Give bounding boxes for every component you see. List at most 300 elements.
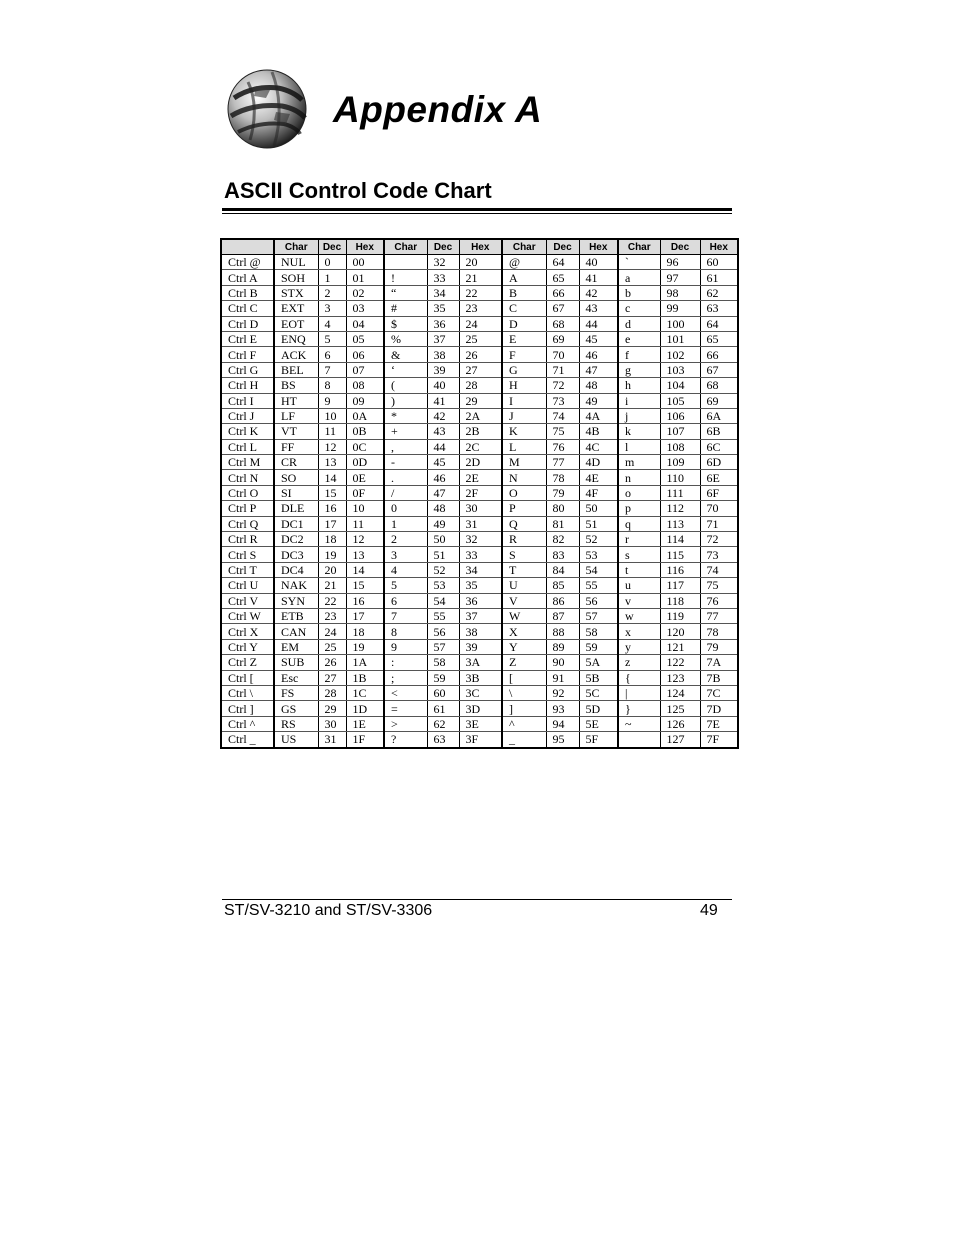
table-cell: ; [384, 670, 427, 685]
table-cell: 59 [579, 639, 618, 654]
table-cell: o [618, 485, 660, 500]
table-cell: v [618, 593, 660, 608]
table-cell: 00 [346, 255, 384, 270]
table-cell: 5A [579, 655, 618, 670]
table-cell: 5C [579, 685, 618, 700]
table-cell: 11 [346, 516, 384, 531]
table-cell: 72 [546, 378, 579, 393]
table-cell: : [384, 655, 427, 670]
table-cell: 7D [700, 701, 738, 716]
column-header [221, 239, 274, 255]
table-cell: Ctrl L [221, 439, 274, 454]
table-cell: Ctrl H [221, 378, 274, 393]
table-cell: 39 [427, 362, 459, 377]
table-cell: SO [274, 470, 318, 485]
table-row [221, 285, 738, 300]
table-cell: 82 [546, 532, 579, 547]
table-cell: 27 [459, 362, 502, 377]
table-cell: 83 [546, 547, 579, 562]
table-cell: NAK [274, 578, 318, 593]
table-cell: 29 [459, 393, 502, 408]
table-cell: 53 [579, 547, 618, 562]
table-cell: 88 [546, 624, 579, 639]
column-header: Char [384, 239, 427, 255]
table-cell: 60 [427, 685, 459, 700]
table-cell: 21 [318, 578, 346, 593]
table-cell: 15 [318, 485, 346, 500]
table-cell: ] [502, 701, 546, 716]
table-cell: 56 [427, 624, 459, 639]
table-cell: 06 [346, 347, 384, 362]
table-cell: 49 [579, 393, 618, 408]
table-cell: 14 [346, 562, 384, 577]
table-cell: 31 [459, 516, 502, 531]
table-cell: 75 [700, 578, 738, 593]
table-cell: SOH [274, 270, 318, 285]
table-cell: 58 [579, 624, 618, 639]
table-cell: Q [502, 516, 546, 531]
table-cell: Y [502, 639, 546, 654]
table-cell [618, 732, 660, 748]
table-cell: BS [274, 378, 318, 393]
table-cell: c [618, 301, 660, 316]
table-cell: 97 [660, 270, 700, 285]
table-cell: r [618, 532, 660, 547]
table-cell: 78 [546, 470, 579, 485]
table-cell: ? [384, 732, 427, 748]
table-cell: A [502, 270, 546, 285]
footer-divider [222, 899, 732, 900]
table-cell: 7 [384, 608, 427, 623]
table-cell: $ [384, 316, 427, 331]
table-cell: 13 [346, 547, 384, 562]
table-cell: 6E [700, 470, 738, 485]
table-cell: ENQ [274, 331, 318, 346]
table-cell: RS [274, 716, 318, 731]
table-row [221, 685, 738, 700]
table-cell: 4A [579, 408, 618, 423]
table-row [221, 547, 738, 562]
table-cell: 27 [318, 670, 346, 685]
table-cell: 19 [318, 547, 346, 562]
table-cell: 84 [546, 562, 579, 577]
table-cell: 23 [459, 301, 502, 316]
table-cell: Ctrl V [221, 593, 274, 608]
table-cell: 64 [700, 316, 738, 331]
table-cell: 3D [459, 701, 502, 716]
table-cell: 42 [579, 285, 618, 300]
table-cell: D [502, 316, 546, 331]
table-cell: 96 [660, 255, 700, 270]
table-cell: 62 [427, 716, 459, 731]
table-cell: 60 [700, 255, 738, 270]
table-cell: ^ [502, 716, 546, 731]
table-cell: 2 [384, 532, 427, 547]
table-cell: 4B [579, 424, 618, 439]
table-cell: 66 [546, 285, 579, 300]
table-cell: 74 [700, 562, 738, 577]
table-cell: V [502, 593, 546, 608]
table-cell: 10 [346, 501, 384, 516]
table-cell: 45 [427, 455, 459, 470]
table-cell: 19 [346, 639, 384, 654]
table-cell: 6B [700, 424, 738, 439]
table-cell: 105 [660, 393, 700, 408]
table-row [221, 255, 738, 270]
table-cell: ACK [274, 347, 318, 362]
table-cell: 3C [459, 685, 502, 700]
table-cell: Ctrl M [221, 455, 274, 470]
table-cell: l [618, 439, 660, 454]
globe-logo-icon [226, 68, 308, 150]
table-cell: 07 [346, 362, 384, 377]
table-cell: H [502, 378, 546, 393]
table-cell: C [502, 301, 546, 316]
table-cell: 71 [546, 362, 579, 377]
table-cell: Ctrl B [221, 285, 274, 300]
table-cell: # [384, 301, 427, 316]
table-cell: 7F [700, 732, 738, 748]
table-cell: 87 [546, 608, 579, 623]
table-cell: 20 [459, 255, 502, 270]
table-cell: SYN [274, 593, 318, 608]
table-cell: 117 [660, 578, 700, 593]
table-cell: Ctrl P [221, 501, 274, 516]
table-cell: [ [502, 670, 546, 685]
footer-model: ST/SV-3210 and ST/SV-3306 [224, 902, 433, 919]
table-row [221, 624, 738, 639]
table-cell: 74 [546, 408, 579, 423]
table-cell: 93 [546, 701, 579, 716]
table-cell: 2D [459, 455, 502, 470]
table-row [221, 516, 738, 531]
table-cell: 55 [427, 608, 459, 623]
table-cell: 6F [700, 485, 738, 500]
table-cell: 18 [346, 624, 384, 639]
table-cell: m [618, 455, 660, 470]
table-cell: 51 [579, 516, 618, 531]
page-number: 49 [700, 902, 718, 919]
table-cell: 33 [427, 270, 459, 285]
table-cell: ETB [274, 608, 318, 623]
table-cell: 35 [427, 301, 459, 316]
table-cell: 70 [700, 501, 738, 516]
table-cell: 1B [346, 670, 384, 685]
table-cell: I [502, 393, 546, 408]
table-cell: Ctrl K [221, 424, 274, 439]
table-cell: SUB [274, 655, 318, 670]
table-row [221, 701, 738, 716]
table-cell: 86 [546, 593, 579, 608]
table-cell: 6C [700, 439, 738, 454]
table-cell: FF [274, 439, 318, 454]
table-cell: 16 [346, 593, 384, 608]
table-cell: Ctrl ^ [221, 716, 274, 731]
table-cell: w [618, 608, 660, 623]
table-cell: 91 [546, 670, 579, 685]
table-cell: g [618, 362, 660, 377]
table-cell: a [618, 270, 660, 285]
table-cell: 65 [700, 331, 738, 346]
table-cell: 36 [459, 593, 502, 608]
table-cell: 1E [346, 716, 384, 731]
table-cell: Ctrl [ [221, 670, 274, 685]
table-cell: 10 [318, 408, 346, 423]
table-row [221, 532, 738, 547]
table-cell: & [384, 347, 427, 362]
table-cell: 7E [700, 716, 738, 731]
table-cell: 31 [318, 732, 346, 748]
table-cell: O [502, 485, 546, 500]
table-cell: NUL [274, 255, 318, 270]
table-cell: 24 [459, 316, 502, 331]
table-cell: 4F [579, 485, 618, 500]
table-cell: 35 [459, 578, 502, 593]
table-cell: j [618, 408, 660, 423]
table-cell: Ctrl X [221, 624, 274, 639]
column-header: Dec [318, 239, 346, 255]
table-cell: 6 [318, 347, 346, 362]
table-row [221, 485, 738, 500]
table-cell: 30 [459, 501, 502, 516]
table-cell: 5E [579, 716, 618, 731]
table-cell: 116 [660, 562, 700, 577]
table-cell: 2 [318, 285, 346, 300]
table-cell: x [618, 624, 660, 639]
column-header: Char [502, 239, 546, 255]
column-header: Char [274, 239, 318, 255]
table-cell: Ctrl \ [221, 685, 274, 700]
table-cell: 47 [427, 485, 459, 500]
table-cell: 77 [700, 608, 738, 623]
table-cell: 37 [427, 331, 459, 346]
table-cell: . [384, 470, 427, 485]
table-cell: , [384, 439, 427, 454]
table-cell: 113 [660, 516, 700, 531]
table-cell: 0A [346, 408, 384, 423]
table-cell: 50 [579, 501, 618, 516]
table-cell: 72 [700, 532, 738, 547]
table-cell: 118 [660, 593, 700, 608]
table-cell: 57 [427, 639, 459, 654]
table-cell: 95 [546, 732, 579, 748]
table-cell: W [502, 608, 546, 623]
table-cell: R [502, 532, 546, 547]
table-cell: b [618, 285, 660, 300]
table-cell: 102 [660, 347, 700, 362]
table-cell: DLE [274, 501, 318, 516]
table-cell: Ctrl D [221, 316, 274, 331]
table-cell: Z [502, 655, 546, 670]
table-cell: 26 [459, 347, 502, 362]
table-cell: ! [384, 270, 427, 285]
table-cell: 7B [700, 670, 738, 685]
table-cell: 98 [660, 285, 700, 300]
table-cell: < [384, 685, 427, 700]
table-cell: 43 [427, 424, 459, 439]
table-cell: 45 [579, 331, 618, 346]
table-cell: SI [274, 485, 318, 500]
table-cell: 43 [579, 301, 618, 316]
table-cell: 16 [318, 501, 346, 516]
table-cell: ‘ [384, 362, 427, 377]
table-cell: 20 [318, 562, 346, 577]
table-cell: 34 [427, 285, 459, 300]
table-row [221, 578, 738, 593]
table-cell: u [618, 578, 660, 593]
table-cell: 115 [660, 547, 700, 562]
table-cell: 36 [427, 316, 459, 331]
table-row [221, 424, 738, 439]
table-cell: 125 [660, 701, 700, 716]
table-cell: 89 [546, 639, 579, 654]
table-cell: 2C [459, 439, 502, 454]
table-cell: 54 [579, 562, 618, 577]
table-cell: 3 [318, 301, 346, 316]
table-cell: 7A [700, 655, 738, 670]
table-cell: 1C [346, 685, 384, 700]
table-cell: 6 [384, 593, 427, 608]
table-cell: GS [274, 701, 318, 716]
table-cell: 8 [318, 378, 346, 393]
table-cell: 100 [660, 316, 700, 331]
heading-divider [222, 208, 732, 214]
table-cell: e [618, 331, 660, 346]
table-cell: ) [384, 393, 427, 408]
table-cell: 46 [427, 470, 459, 485]
table-cell: 42 [427, 408, 459, 423]
table-cell: Ctrl E [221, 331, 274, 346]
table-cell: 101 [660, 331, 700, 346]
table-cell: 65 [546, 270, 579, 285]
table-cell: 5 [318, 331, 346, 346]
table-cell: 12 [346, 532, 384, 547]
table-cell: f [618, 347, 660, 362]
table-cell: 22 [459, 285, 502, 300]
table-cell: 111 [660, 485, 700, 500]
table-cell: 41 [579, 270, 618, 285]
table-cell: DC1 [274, 516, 318, 531]
table-cell: EOT [274, 316, 318, 331]
table-cell: Ctrl J [221, 408, 274, 423]
table-cell: 3A [459, 655, 502, 670]
table-cell: 21 [459, 270, 502, 285]
column-header: Dec [546, 239, 579, 255]
table-row [221, 316, 738, 331]
column-header: Hex [459, 239, 502, 255]
table-cell: 50 [427, 532, 459, 547]
table-cell: 48 [427, 501, 459, 516]
table-cell: Ctrl Z [221, 655, 274, 670]
table-cell: 69 [700, 393, 738, 408]
table-row [221, 378, 738, 393]
table-cell: 25 [318, 639, 346, 654]
table-cell: 103 [660, 362, 700, 377]
table-cell: 55 [579, 578, 618, 593]
table-cell: 0B [346, 424, 384, 439]
table-row [221, 270, 738, 285]
table-cell: d [618, 316, 660, 331]
table-cell: M [502, 455, 546, 470]
table-cell: 7 [318, 362, 346, 377]
table-cell: Ctrl ] [221, 701, 274, 716]
table-cell: ( [384, 378, 427, 393]
table-cell: 5D [579, 701, 618, 716]
table-cell: 0C [346, 439, 384, 454]
table-cell: 53 [427, 578, 459, 593]
table-cell: DC2 [274, 532, 318, 547]
table-cell: n [618, 470, 660, 485]
table-cell: ~ [618, 716, 660, 731]
table-cell: Ctrl O [221, 485, 274, 500]
table-row [221, 501, 738, 516]
column-header: Hex [346, 239, 384, 255]
table-cell: 54 [427, 593, 459, 608]
column-header: Dec [660, 239, 700, 255]
table-cell: 03 [346, 301, 384, 316]
table-cell: 110 [660, 470, 700, 485]
table-cell: i [618, 393, 660, 408]
table-cell: 3 [384, 547, 427, 562]
table-cell: 8 [384, 624, 427, 639]
table-cell: 73 [700, 547, 738, 562]
table-cell: 75 [546, 424, 579, 439]
table-cell: 49 [427, 516, 459, 531]
table-row [221, 593, 738, 608]
table-cell: 1F [346, 732, 384, 748]
column-header: Char [618, 239, 660, 255]
table-cell: 4 [318, 316, 346, 331]
table-cell: t [618, 562, 660, 577]
table-cell: 12 [318, 439, 346, 454]
table-cell: FS [274, 685, 318, 700]
table-cell: 6D [700, 455, 738, 470]
table-cell: 61 [427, 701, 459, 716]
table-cell: Ctrl R [221, 532, 274, 547]
table-cell: 70 [546, 347, 579, 362]
table-cell: 5 [384, 578, 427, 593]
table-cell: s [618, 547, 660, 562]
table-cell: p [618, 501, 660, 516]
table-cell: 67 [546, 301, 579, 316]
table-cell: > [384, 716, 427, 731]
table-row [221, 331, 738, 346]
table-cell: 76 [700, 593, 738, 608]
table-cell: Ctrl C [221, 301, 274, 316]
table-cell: 3E [459, 716, 502, 731]
table-cell: J [502, 408, 546, 423]
table-row [221, 639, 738, 654]
table-cell: 64 [546, 255, 579, 270]
table-cell: Ctrl G [221, 362, 274, 377]
table-cell: 02 [346, 285, 384, 300]
table-cell: 2B [459, 424, 502, 439]
table-cell: T [502, 562, 546, 577]
table-cell: 18 [318, 532, 346, 547]
table-cell: 04 [346, 316, 384, 331]
table-cell: Ctrl F [221, 347, 274, 362]
table-row [221, 439, 738, 454]
table-cell: L [502, 439, 546, 454]
table-cell: 5B [579, 670, 618, 685]
table-cell: CAN [274, 624, 318, 639]
table-cell: 29 [318, 701, 346, 716]
table-cell: N [502, 470, 546, 485]
table-row [221, 716, 738, 731]
table-header-row [221, 239, 738, 255]
table-cell: 58 [427, 655, 459, 670]
table-cell: 08 [346, 378, 384, 393]
